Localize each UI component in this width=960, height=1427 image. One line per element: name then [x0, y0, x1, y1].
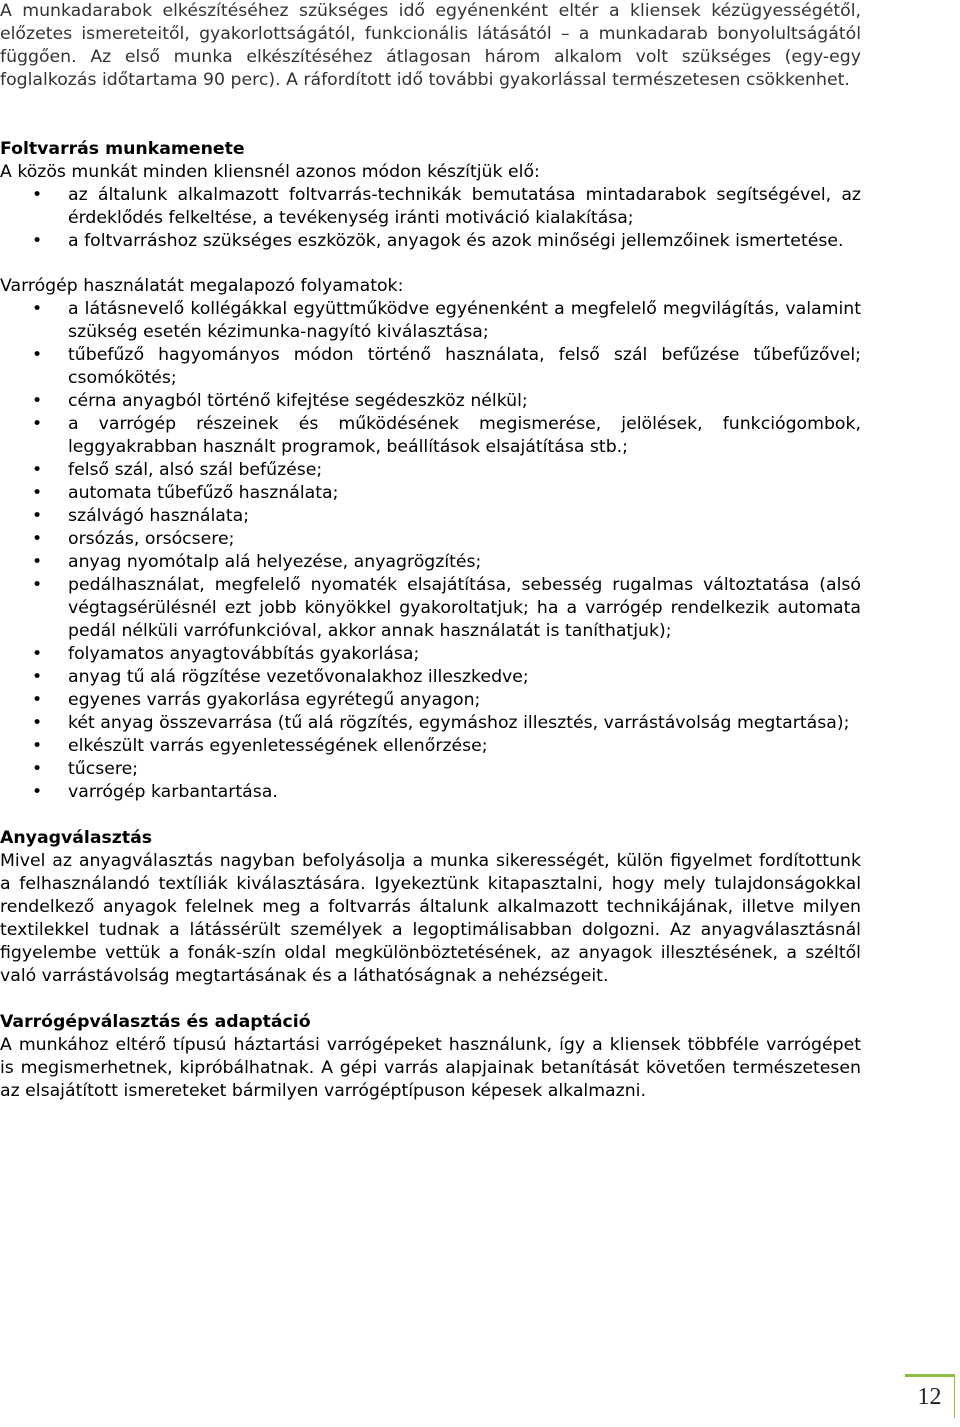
list-item: • két anyag összevarrása (tű alá rögzítés, egymáshoz illesztés, varrástávolság megtartása);: [0, 712, 861, 735]
list-item: • cérna anyagból történő kifejtése segédeszköz nélkül;: [0, 390, 861, 413]
spacer: [0, 253, 861, 275]
list-item: • szálvágó használata;: [0, 505, 861, 528]
bullet-list: [0, 184, 861, 253]
list-item: • elkészült varrás egyenletességének ellenőrzése;: [0, 735, 861, 758]
section-body: Mivel az anyagválasztás nagyban befolyásolja a munka sikerességét, külön figyelmet fordítottunk a felhasználandó textíliák kiválasztására. Igyekeztünk kitapasztalni, hogy mely tulajdonságokkal rendelkező anyagok felelnek meg a foltvarrás általunk alkalmazott technikájának, illetve milyen textilekkel tudnak a látássérült személyek a legoptimálisabban dolgozni. Az anyagválasztásnál figyelembe vettük a fonák-szín oldal megkülönböztetésének, az anyagok illesztésének, a széltől való varrástávolság megtartásának és a láthatóságnak a nehézségeit.: [0, 851, 861, 986]
section-heading: Varrógépválasztás és adaptáció: [0, 1012, 311, 1032]
list-item: • felső szál, alsó szál befűzése;: [0, 459, 861, 482]
intro-paragraph: A munkadarabok elkészítéséhez szükséges idő egyénenként eltér a kliensek kézügyességétől, előzetes ismereteitől, gyakorlottságától, funkcionális látásától – a munkadarab bonyolultságától függően. Az első munka elkészítéséhez átlagosan három alkalom volt szükséges (egy-egy foglalkozás időtartama 90 perc). A ráfordított idő további gyakorlással természetesen csökkenhet.: [0, 1, 861, 90]
list-item: • a varrógép részeinek és működésének megismerése, jelölések, funkciógombok, leggyakrabban használt programok, beállítások elsajátítása stb.;: [0, 413, 861, 459]
list-item: • a látásnevelő kollégákkal együttműködve egyénenként a megfelelő megvilágítás, valamint szükség esetén kézimunka-nagyító kiválasztása;: [0, 298, 861, 344]
section-heading: Foltvarrás munkamenete: [0, 139, 245, 159]
section-lead: Varrógép használatát megalapozó folyamatok:: [0, 276, 404, 296]
section-lead: A közös munkát minden kliensnél azonos módon készítjük elő:: [0, 162, 540, 182]
list-item: • az általunk alkalmazott foltvarrás-technikák bemutatása mintadarabok segítségével, az érdeklődés felkeltése, a tevékenység iránti motiváció kialakítása;: [0, 184, 861, 230]
list-item: • egyenes varrás gyakorlása egyrétegű anyagon;: [0, 689, 861, 712]
spacer: [0, 988, 861, 1011]
list-item: • tűbefűző hagyományos módon történő használata, felső szál befűzése tűbefűzővel; csomókötés;: [0, 344, 861, 390]
list-item: • anyag tű alá rögzítése vezetővonalakhoz illeszkedve;: [0, 666, 861, 689]
bullet-list: [0, 298, 861, 804]
section-heading: Anyagválasztás: [0, 828, 153, 848]
list-item: • automata tűbefűző használata;: [0, 482, 861, 505]
list-item: • pedálhasználat, megfelelő nyomaték elsajátítása, sebesség rugalmas változtatása (alsó végtagsérülésnél ezt jobb könyökkel gyakoroltatjuk; ha a varrógép rendelkezik automata pedál nélküli varrófunkcióval, akkor annak használatát is taníthatjuk);: [0, 574, 861, 643]
section-foltvarras-munkamenete: [0, 138, 861, 253]
list-item: • anyag nyomótalp alá helyezése, anyagrögzítés;: [0, 551, 861, 574]
list-item: • tűcsere;: [0, 758, 861, 781]
section-varrogep-hasznalat: [0, 275, 861, 804]
spacer: [0, 92, 861, 138]
page-number: 12: [917, 1384, 942, 1410]
section-anyagvalasztas: [0, 827, 861, 988]
list-item: • a foltvarráshoz szükséges eszközök, anyagok és azok minőségi jellemzőinek ismertetése.: [0, 230, 861, 253]
section-varrogepvalasztas: [0, 1011, 861, 1103]
section-body: A munkához eltérő típusú háztartási varrógépeket használunk, így a kliensek többféle varrógépet is megismerhetnek, kipróbálhatnak. A gépi varrás alapjainak betanítását követően természetesen az elsajátított ismereteket bármilyen varrógéptípuson képesek alkalmazni.: [0, 1035, 861, 1101]
list-item: • varrógép karbantartása.: [0, 781, 861, 804]
spacer: [0, 804, 861, 827]
list-item: • orsózás, orsócsere;: [0, 528, 861, 551]
page-number-box: [905, 1374, 955, 1418]
list-item: • folyamatos anyagtovábbítás gyakorlása;: [0, 643, 861, 666]
